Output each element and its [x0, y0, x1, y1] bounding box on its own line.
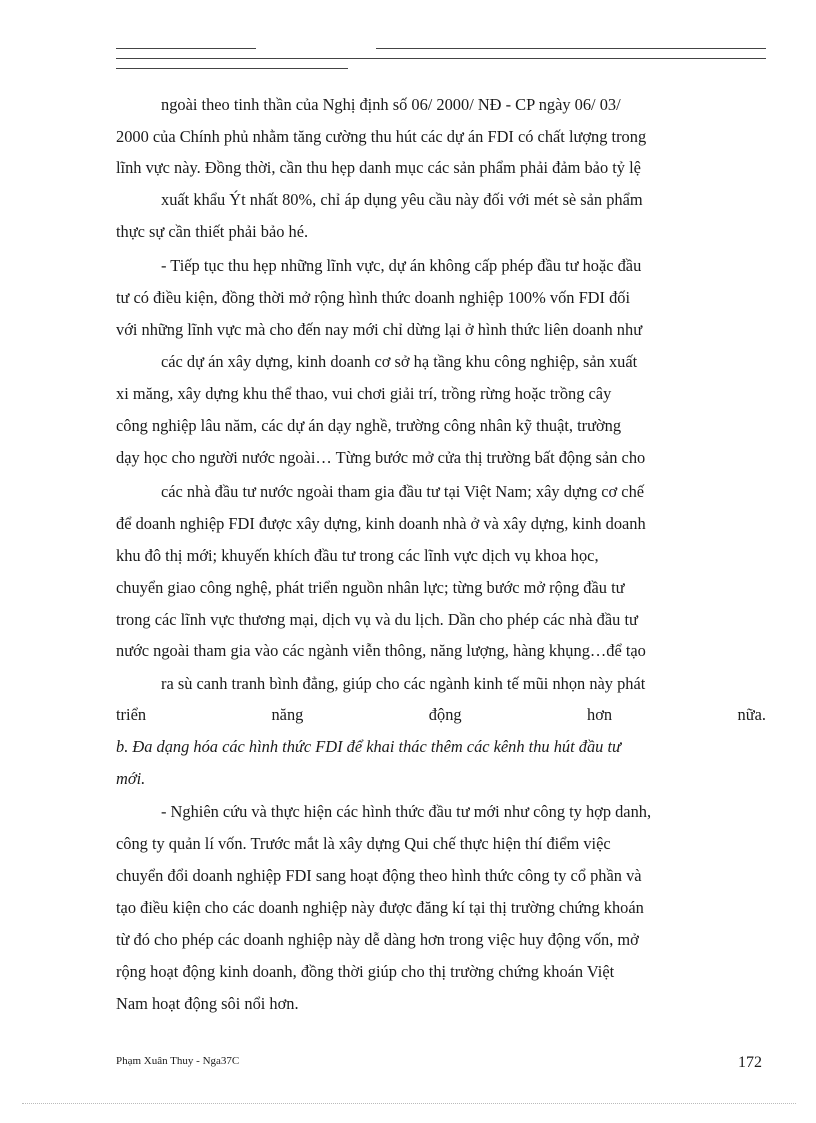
header-underline-left — [116, 48, 256, 49]
section-heading-b-cont: mới. — [116, 769, 146, 788]
word: động — [428, 705, 462, 724]
body-line: 2000 của Chính phủ nhằm tăng cường thu hút các dự án FDI có chất lượng trong — [116, 127, 647, 146]
header-rule — [116, 58, 766, 59]
page-number: 172 — [738, 1054, 762, 1071]
body-line: ngoài theo tinh thần của Nghị định số 06/ 2000/ NĐ - CP ngày 06/ 03/ — [161, 95, 621, 114]
body-line: trong các lĩnh vực thương mại, dịch vụ và du lịch. Dần cho phép các nhà đầu tư — [116, 610, 638, 629]
body-line: Nam hoạt động sôi nổi hơn. — [116, 994, 299, 1013]
word: hơn — [587, 705, 613, 724]
body-line: với những lĩnh vực mà cho đến nay mới chỉ dừng lại ở hình thức liên doanh như — [116, 320, 643, 339]
body-line: để doanh nghiệp FDI được xây dựng, kinh doanh nhà ở và xây dựng, kinh doanh — [116, 514, 646, 533]
body-line: thực sự cần thiết phải bảo hé. — [116, 222, 309, 241]
body-line: - Nghiên cứu và thực hiện các hình thức đầu tư mới như công ty hợp danh, — [161, 802, 652, 821]
body-line: khu đô thị mới; khuyến khích đầu tư trong các lĩnh vực dịch vụ khoa học, — [116, 546, 599, 565]
body-line: rộng hoạt động kinh doanh, đồng thời giúp cho thị trường chứng khoán Việt — [116, 962, 615, 981]
body-line: - Tiếp tục thu hẹp những lĩnh vực, dự án không cấp phép đầu tư hoặc đầu — [161, 256, 642, 275]
body-line: lĩnh vực này. Đồng thời, cần thu hẹp danh mục các sản phẩm phải đảm bảo tỷ lệ — [116, 158, 641, 177]
body-line: tạo điều kiện cho các doanh nghiệp này được đăng kí tại thị trường chứng khoán — [116, 898, 644, 917]
justified-line — [116, 705, 766, 725]
body-line: công nghiệp lâu năm, các dự án dạy nghề, trường công nhân kỹ thuật, trường — [116, 416, 622, 435]
word: triển — [116, 705, 147, 724]
header-rule-short — [116, 68, 348, 69]
footer-author: Phạm Xuân Thuy - Nga37C — [116, 1055, 240, 1067]
body-line: chuyển đổi doanh nghiệp FDI sang hoạt động theo hình thức công ty cổ phần và — [116, 866, 642, 885]
body-line: dạy học cho người nước ngoài… Từng bước mở cửa thị trường bất động sản cho — [116, 448, 646, 467]
body-line: nước ngoài tham gia vào các ngành viễn thông, năng lượng, hàng khụng…để tạo — [116, 641, 646, 660]
word: nữa. — [737, 705, 766, 724]
body-line: các dự án xây dựng, kinh doanh cơ sở hạ tầng khu công nghiệp, sản xuất — [161, 352, 638, 371]
body-line: ra sù canh tranh bình đẳng, giúp cho các ngành kinh tế mũi nhọn này phát — [161, 674, 646, 693]
header-underline-right — [376, 48, 766, 49]
body-line: chuyển giao công nghệ, phát triển nguồn nhân lực; từng bước mở rộng đầu tư — [116, 578, 625, 597]
body-line: xi măng, xây dựng khu thể thao, vui chơi giải trí, trồng rừng hoặc trồng cây — [116, 384, 612, 403]
section-heading-b: b. Đa dạng hóa các hình thức FDI để khai thác thêm các kênh thu hút đầu tư — [116, 737, 621, 756]
body-line: từ đó cho phép các doanh nghiệp này dễ dàng hơn trong việc huy động vốn, mở — [116, 930, 639, 949]
body-line: tư có điều kiện, đồng thời mở rộng hình thức doanh nghiệp 100% vốn FDI đối — [116, 288, 631, 307]
body-line: công ty quản lí vốn. Trước mắt là xây dựng Qui chế thực hiện thí điểm việc — [116, 834, 611, 853]
body-line: các nhà đầu tư nước ngoài tham gia đầu tư tại Việt Nam; xây dựng cơ chế — [161, 482, 645, 501]
body-line: xuất khẩu Ýt nhất 80%, chỉ áp dụng yêu cầu này đối với mét sè sản phẩm — [161, 190, 643, 209]
word: năng — [271, 705, 304, 724]
page-bottom-divider — [22, 1103, 796, 1104]
